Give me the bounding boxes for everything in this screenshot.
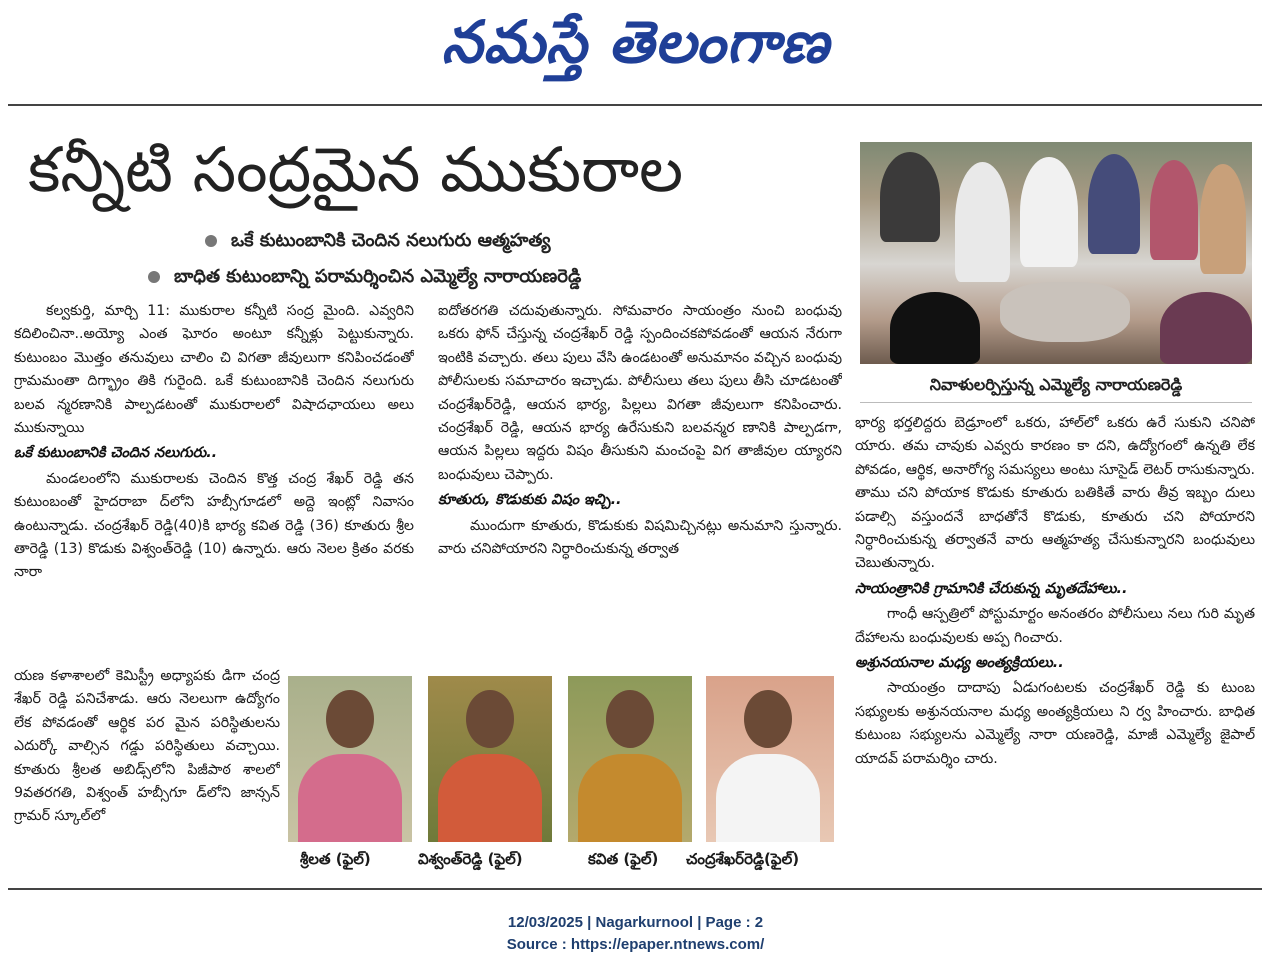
portrait-caption-2: విశ్వంత్‌రెడ్డి (ఫైల్) xyxy=(418,850,523,868)
bottom-divider xyxy=(8,888,1262,890)
portrait-caption-4: చంద్రశేఖర్‌రెడ్డి(ఫైల్) xyxy=(686,850,800,868)
subheading-1 xyxy=(205,230,551,255)
paragraph: గాంధీ ఆస్పత్రిలో పోస్టుమార్టం అనంతరం పోలీసులు నలు గురి మృత దేహాలను బంధువులకు అప్ప గించారు. xyxy=(855,606,1255,646)
subheading-1-text: ఒకే కుటుంబానికి చెందిన నలుగురు ఆత్మహత్య xyxy=(231,230,551,251)
article-headline: కన్నీటి సంద్రమైన ముకురాల xyxy=(28,133,684,206)
section-subtitle: అశ్రునయనాల మధ్య అంత్యక్రియలు.. xyxy=(855,655,1064,672)
portrait-caption-3: కవిత (ఫైల్) xyxy=(588,850,659,868)
paragraph: భార్య భర్తలిద్దరు బెడ్రూంలో ఒకరు, హాల్‌లో ఒకరు ఉరే సుకుని చనిపో యారు. తమ చావుకు ఎవ్వరు కారణం కా దని, ఉద్యోగంలో ఉన్నతి లేక పోవడం, ఆర్థిక, అనారోగ్య సమస్యలు అంటు సూసైడ్ లెటర్ రాసుకున్నారు. తాము చని పోయాక కొడుకు కూతురు బతికితే వారు తీవ్ర ఇబ్బం దులు పడాల్సి వస్తుందనే బాధతోనే కొడుకు, కూతురు చని పోయారని నిర్ధారించుకున్న తర్వాతనే వారు ఆత్మహత్య చేసుకున్నారని బంధువులు చెబుతున్నారు. xyxy=(855,415,1255,572)
main-news-photo xyxy=(860,142,1252,364)
subheading-2 xyxy=(148,266,581,291)
portrait-photo-chandrashekar xyxy=(706,676,834,842)
portrait-photo-vishwanth xyxy=(428,676,552,842)
article-column-1-continued xyxy=(14,665,280,885)
portrait-photo-srilatha xyxy=(288,676,412,842)
paragraph: ముందుగా కూతురు, కొడుకుకు విషమిచ్చినట్లు అనుమాని స్తున్నారు. వారు చనిపోయారని నిర్ధారించుకున్న తర్వాత xyxy=(438,517,842,558)
bullet-icon xyxy=(148,271,160,283)
article-column-3 xyxy=(855,412,1255,882)
top-divider xyxy=(8,104,1262,106)
main-photo-caption: నివాళులర్పిస్తున్న ఎమ్మెల్యే నారాయణరెడ్డి xyxy=(860,368,1252,403)
portrait-photo-kavitha xyxy=(568,676,692,842)
section-subtitle: కూతురు, కొడుకుకు విషం ఇచ్చి.. xyxy=(438,492,622,509)
section-subtitle: ఒకే కుటుంబానికి చెందిన నలుగురు.. xyxy=(14,445,218,462)
source-link[interactable]: Source : https://epaper.ntnews.com/ xyxy=(506,936,765,953)
section-subtitle: సాయంత్రానికి గ్రామానికి చేరుకున్న మృతదేహాలు.. xyxy=(855,580,1128,597)
paragraph: ఐదోతరగతి చదువుతున్నారు. సోమవారం సాయంత్రం నుంచి బంధువు ఒకరు ఫోన్ చేస్తున్న చంద్రశేఖర్ రెడ్డి స్పందించకపోవడంతో ఆయన నేరుగా ఇంటికి వచ్చారు. తలు పులు వేసి ఉండటంతో అనుమానం వచ్చిన బంధువు పోలీసులకు సమాచారం ఇచ్చాడు. పోలీసులు తలు పులు తీసి చూడటంతో చంద్రశేఖర్‌రెడ్డి, ఆయన భార్య, పిల్లలు విగతా జీవులుగా కనిపించారు. చంద్రశేఖర్ రెడ్డి, ఆయన భార్య ఉరేసుకుని బలవన్మర ణానికి పాల్పడగా, ఆయన పిల్లలు ఇద్దరు విషం తీసుకుని మంచంపై విగ తాజీవుల య్యారని బంధువులు చెప్పారు. xyxy=(438,303,842,483)
paragraph: మండలంలోని ముకురాలకు చెందిన కొత్త చంద్ర శేఖర్ రెడ్డి తన కుటుంబంతో హైదరాబా ద్‌లోని హబ్సీగూడలో అద్దె ఇంట్లో నివాసం ఉంటున్నాడు. చంద్రశేఖర్ రెడ్డి(40)కి భార్య కవిత రెడ్డి (36) కూతురు శ్రీల తారెడ్డి (13) కొడుకు విశ్వంత్‌రెడ్డి (10) ఉన్నారు. ఆరు నెలల క్రితం వరకు నారా xyxy=(14,470,414,581)
paragraph: కల్వకుర్తి, మార్చి 11: ముకురాల కన్నీటి సంద్ర మైంది. ఎవ్వరిని కదిలించినా..అయ్యో ఎంత ఘోరం అంటూ కన్నీళ్లు పెట్టుకున్నారు. కుటుంబం మొత్తం తనువులు చాలిం చి విగతా జీవులుగా కనిపించడంతో గ్రామమంతా దిగ్భ్రాం తికి గురైంది. ఒకే కుటుంబానికి చెందిన నలుగురు బలవ న్మరణానికి పాల్పడటంతో ముకురాలలో విషాదఛాయలు అలు ముకున్నాయి xyxy=(14,303,414,437)
paragraph: యణ కళాశాలలో కెమిస్ట్రీ అధ్యాపకు డిగా చంద్ర శేఖర్ రెడ్డి పనిచేశాడు. ఆరు నెలలుగా ఉద్యోగం లేక పోవడంతో ఆర్థిక పర మైన పరిస్థితులను ఎదుర్కో వాల్సిన గడ్డు పరిస్థితులు వచ్చాయి. కూతురు శ్రీలత అబిడ్స్‌లోని పిజీపాఠ శాలలో 9వతరగతి, విశ్వంత్ హబ్సీగూ డ్‌లోని జాన్సన్ గ్రామర్ స్కూల్‌లో xyxy=(14,668,280,825)
paragraph: సాయంత్రం దాదాపు ఏడుగంటలకు చంద్రశేఖర్ రెడ్డి కు టుంబ సభ్యులకు అశ్రునయనాల మధ్య అంత్యక్రియలు ని ర్వ హించారు. బాధిత కుటుంబ సభ్యులను ఎమ్మెల్యే నారా యణరెడ్డి, మాజీ ఎమ్మెల్యే జైపాల్ యాదవ్ పరామర్శిం చారు. xyxy=(855,680,1255,767)
bullet-icon xyxy=(205,235,217,247)
portrait-caption-1: శ్రీలత (ఫైల్) xyxy=(300,850,371,868)
article-column-2 xyxy=(438,300,842,665)
newspaper-masthead: నమస్తే తెలంగాణ xyxy=(441,8,830,76)
edition-info: 12/03/2025 | Nagarkurnool | Page : 2 xyxy=(507,914,764,931)
article-column-1 xyxy=(14,300,414,665)
subheading-2-text: బాధిత కుటుంబాన్ని పరామర్శించిన ఎమ్మెల్యే నారాయణరెడ్డి xyxy=(174,266,582,287)
